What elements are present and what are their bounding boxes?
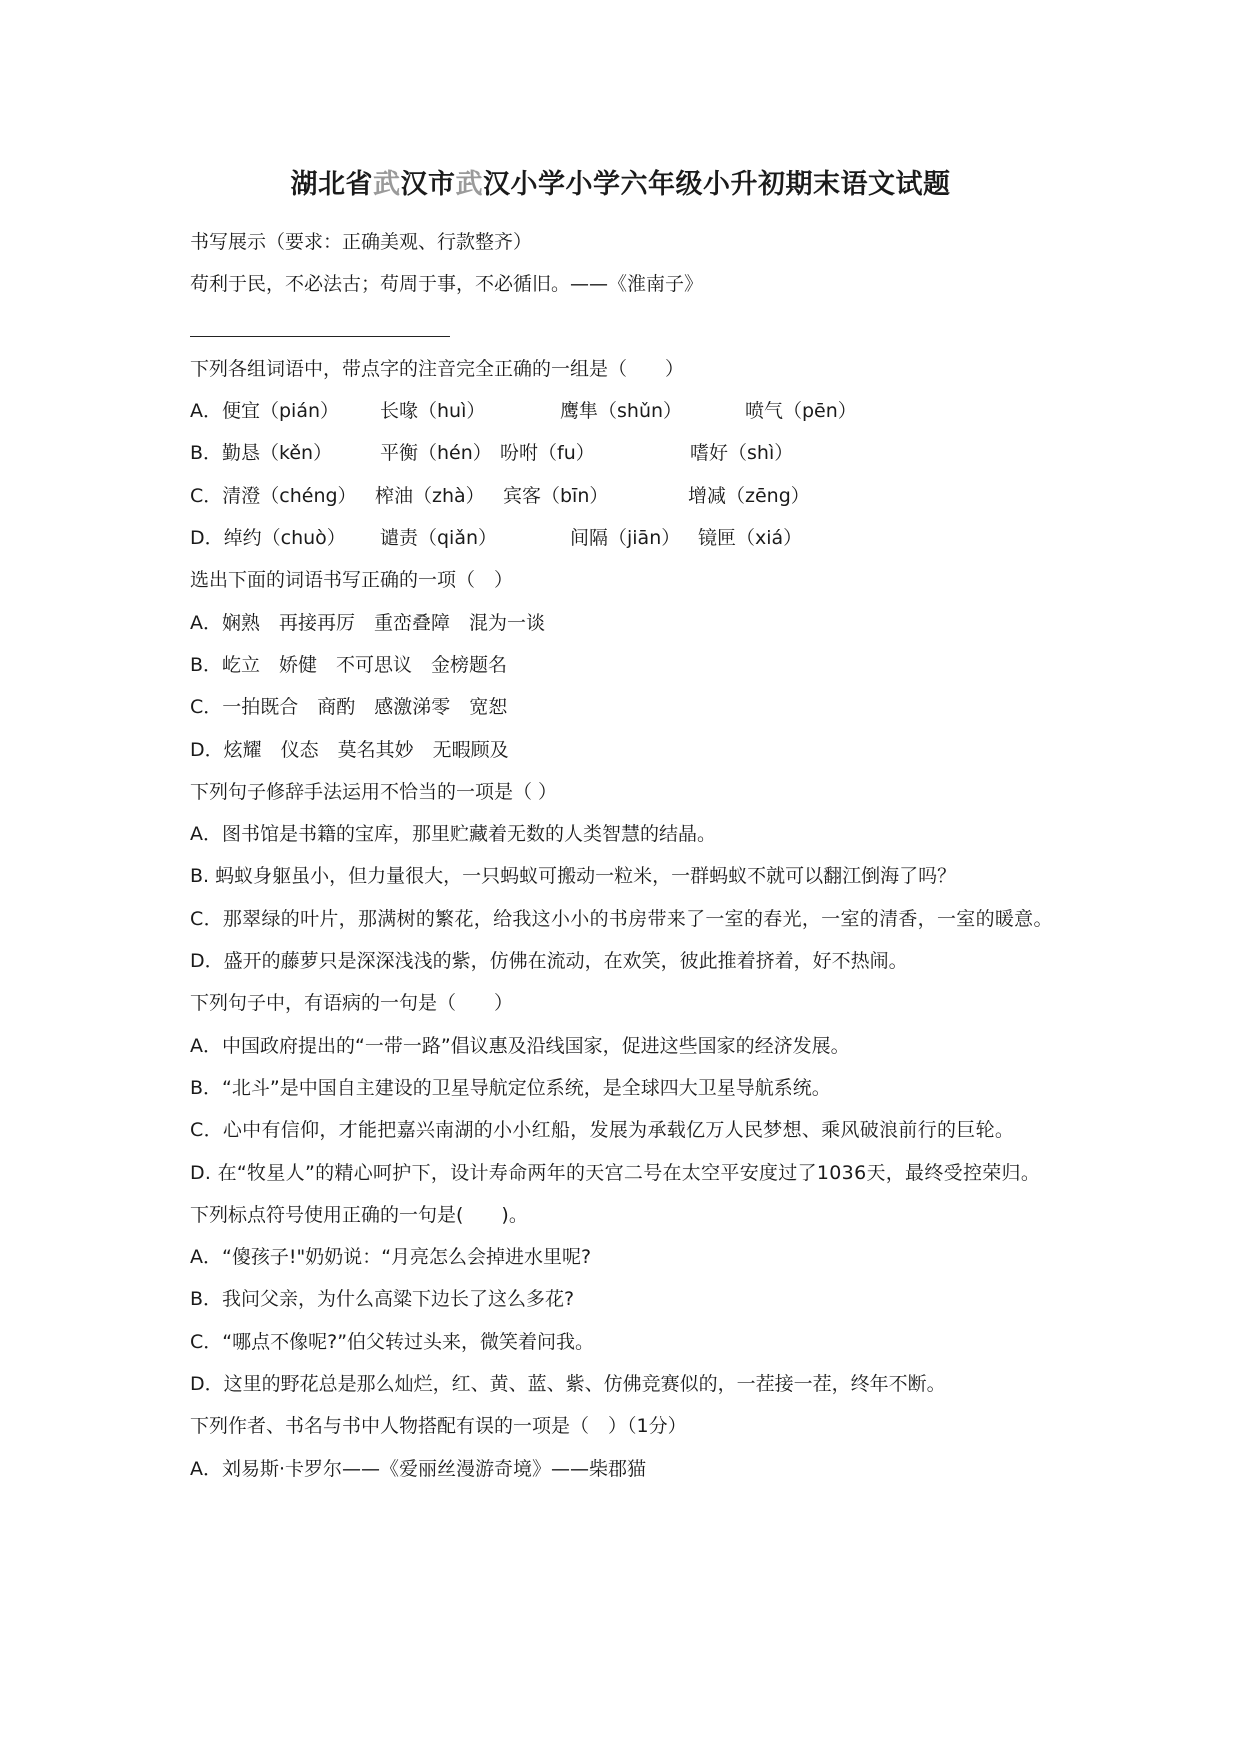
question-2-option-a: A．娴熟 再接再厉 重峦叠障 混为一谈 — [190, 611, 545, 634]
option-item: 间隔（jiān） — [570, 527, 681, 550]
option-item: 榨油（zhà） — [375, 484, 485, 507]
option-item: 鹰隼（shǔn） — [560, 400, 683, 423]
question-3-option-a: A．图书馆是书籍的宝库，那里贮藏着无数的人类智慧的结晶。 — [190, 823, 716, 846]
question-1-option-b — [190, 432, 1056, 474]
question-1-option-a — [190, 390, 1056, 432]
option-item: B．勤恳（kěn） — [190, 442, 333, 465]
question-1-option-d — [190, 517, 1056, 559]
option-item: 嗜好（shì） — [690, 442, 794, 465]
question-4-option-d: D. 在“牧星人”的精心呵护下，设计寿命两年的天宫二号在太空平安度过了1036天，最终受控荣归。 — [190, 1161, 1041, 1184]
title-part: 汉小学小学六年级小升初期末语文试题 — [483, 169, 951, 200]
blank-underline — [190, 336, 450, 337]
title-part: 汉市 — [400, 169, 456, 200]
handwriting-instruction: 书写展示（要求：正确美观、行款整齐） — [190, 231, 533, 253]
exam-content — [190, 221, 1056, 1490]
option-item: 镜匣（xiá） — [698, 527, 803, 550]
question-5-option-c: C．“哪点不像呢?”伯父转过头来，微笑着问我。 — [190, 1330, 595, 1353]
question-4-stem: 下列句子中，有语病的一句是（ ） — [190, 992, 514, 1015]
watermark-glyph: 武 — [455, 169, 483, 200]
page-title — [0, 162, 1241, 201]
question-6-stem: 下列作者、书名与书中人物搭配有误的一项是（ ）（1分） — [190, 1415, 687, 1438]
watermark-glyph: 武 — [373, 169, 401, 200]
quote-line: 苟利于民，不必法古；苟周于事，不必循旧。——《淮南子》 — [190, 273, 704, 296]
option-item: D．绰约（chuò） — [190, 527, 346, 550]
question-2-option-d: D．炫耀 仪态 莫名其妙 无暇顾及 — [190, 738, 509, 761]
question-2-stem: 选出下面的词语书写正确的一项（ ） — [190, 569, 514, 592]
question-5-option-b: B．我问父亲，为什么高粱下边长了这么多花? — [190, 1288, 575, 1311]
question-4-option-b: B．“北斗”是中国自主建设的卫星导航定位系统，是全球四大卫星导航系统。 — [190, 1076, 831, 1099]
question-3-option-d: D．盛开的藤萝只是深深浅浅的紫，仿佛在流动，在欢笑，彼此推着挤着，好不热闹。 — [190, 950, 908, 973]
question-1-stem: 下列各组词语中，带点字的注音完全正确的一组是（ ） — [190, 357, 685, 380]
question-3-stem: 下列句子修辞手法运用不恰当的一项是（ ） — [190, 780, 558, 803]
question-2-option-c: C．一拍既合 商酌 感激涕零 宽恕 — [190, 696, 508, 719]
question-5-option-a: A．“傻孩子!"奶奶说：“月亮怎么会掉进水里呢? — [190, 1246, 592, 1269]
question-3-option-b: B. 蚂蚁身躯虽小，但力量很大，一只蚂蚁可搬动一粒米，一群蚂蚁不就可以翻江倒海了吗？ — [190, 865, 957, 888]
option-item: 长喙（huì） — [380, 400, 486, 423]
question-5-stem: 下列标点符号使用正确的一句是( )。 — [190, 1203, 528, 1226]
title-part: 湖北省 — [290, 169, 373, 200]
writing-blank[interactable] — [190, 306, 1056, 348]
option-item: 谴责（qiǎn） — [380, 527, 498, 550]
question-3-option-c: C．那翠绿的叶片，那满树的繁花，给我这小小的书房带来了一室的春光，一室的清香，一室的暖意。 — [190, 907, 1053, 930]
question-5-option-d: D．这里的野花总是那么灿烂，红、黄、蓝、紫、仿佛竞赛似的，一茬接一茬，终年不断。 — [190, 1373, 946, 1396]
question-6-option-a: A．刘易斯·卡罗尔——《爱丽丝漫游奇境》——柴郡猫 — [190, 1457, 647, 1480]
option-item: A．便宜（pián） — [190, 400, 340, 423]
question-1-option-c — [190, 475, 1056, 517]
option-item: 宾客（bīn） — [503, 484, 609, 507]
question-4-option-a: A．中国政府提出的“一带一路”倡议惠及沿线国家，促进这些国家的经济发展。 — [190, 1034, 850, 1057]
question-2-option-b: B．屹立 娇健 不可思议 金榜题名 — [190, 653, 508, 676]
question-4-option-c: C．心中有信仰，才能把嘉兴南湖的小小红船，发展为承载亿万人民梦想、乘风破浪前行的巨轮。 — [190, 1119, 1015, 1142]
option-item: 平衡（hén） — [380, 442, 492, 465]
option-item: 喷气（pēn） — [745, 400, 857, 423]
option-item: 吩咐（fu） — [500, 442, 595, 465]
option-item: C．清澄（chéng） — [190, 484, 357, 507]
option-item: 增减（zēng） — [688, 484, 810, 507]
